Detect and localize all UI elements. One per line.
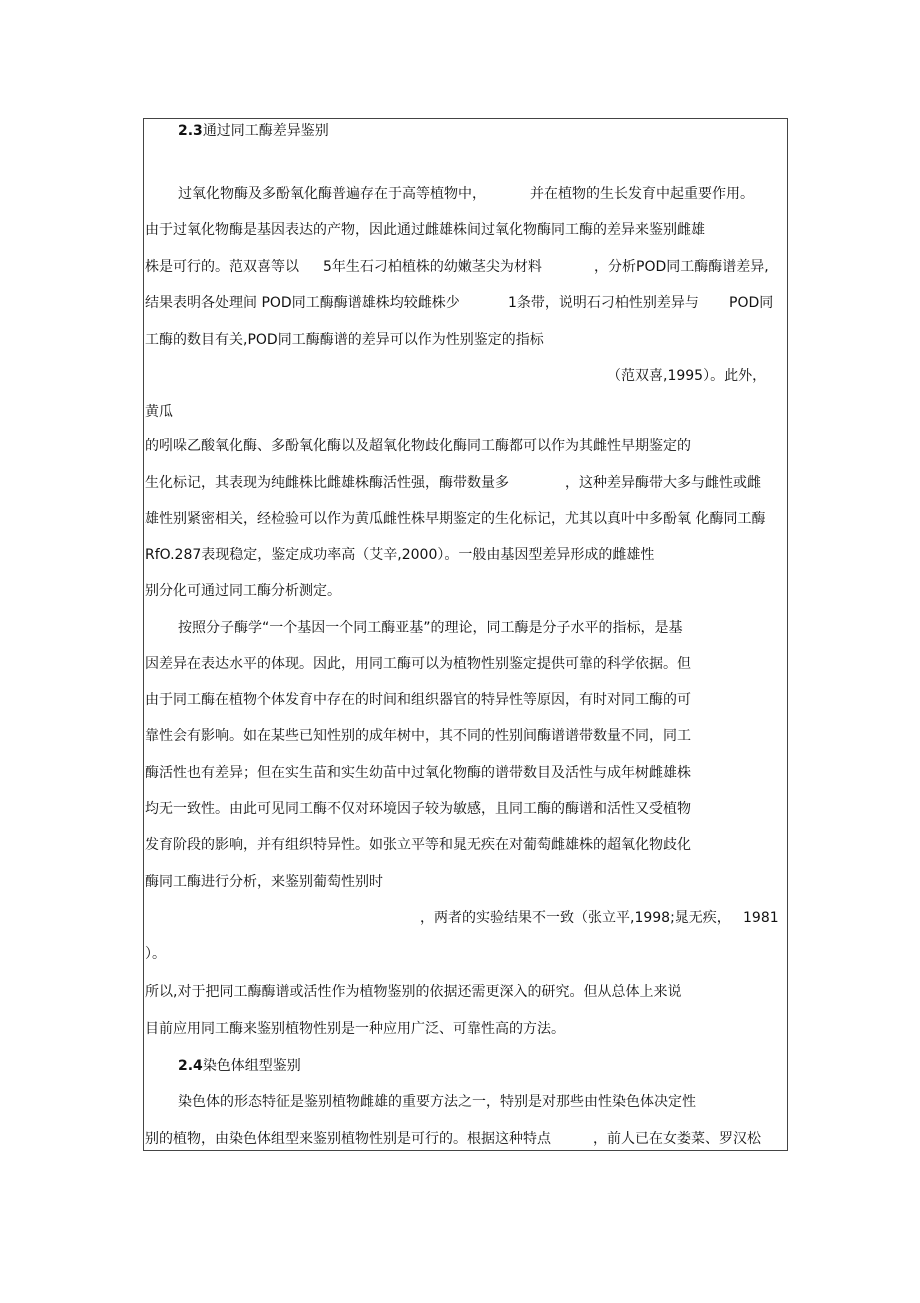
text-line: 由于过氧化物酶是基因表达的产物，因此通过雌雄株间过氧化物酶同工酶的差异来鉴别雌雄	[145, 222, 705, 238]
heading-number: 2.3	[178, 123, 203, 139]
text-line: 的吲哚乙酸氧化酶、多酚氧化酶以及超氧化物歧化酶同工酶都可以作为其雌性早期鉴定的	[145, 438, 691, 454]
text-line: 结果表明各处理间 POD同工酶酶谱雄株均较雌株少	[145, 295, 460, 311]
text-line: 酶同工酶进行分析，来鉴别葡萄性别时	[145, 874, 383, 890]
text-line: ，前人已在女娄菜、罗汉松	[593, 1131, 761, 1147]
text-line: 目前应用同工酶来鉴别植物性别是一种应用广泛、可靠性高的方法。	[145, 1021, 565, 1037]
text-line: 并在植物的生长发育中起重要作用。	[530, 186, 754, 202]
heading-title: 染色体组型鉴别	[202, 1058, 301, 1074]
section-heading-2-3	[178, 122, 329, 140]
text-line: 黄瓜	[145, 404, 173, 420]
text-line: ，这种差异酶带大多与雌性或雌	[565, 475, 761, 491]
text-line: 5年生石刁柏植株的幼嫩茎尖为材料	[323, 259, 542, 275]
text-line: 1条带，说明石刁柏性别差异与	[508, 295, 699, 311]
text-line: 别分化可通过同工酶分析测定。	[145, 583, 341, 599]
text-line: 雄性别紧密相关，经检验可以作为黄瓜雌性株早期鉴定的生化标记，尤其以真叶中多酚氧 化酶同工酶	[145, 511, 766, 527]
text-line: RfO.287表现稳定，鉴定成功率高（艾辛,2000）。一般由基因型差异形成的雌雄性	[145, 547, 655, 563]
text-line: 工酶的数目有关,POD同工酶酶谱的差异可以作为性别鉴定的指标	[145, 332, 544, 348]
text-line: 1981	[743, 910, 779, 926]
text-line: （范双喜,1995）。此外，	[607, 368, 767, 384]
text-line: 所以,对于把同工酶酶谱或活性作为植物鉴别的依据还需更深入的研究。但从总体上来说	[145, 984, 682, 1000]
text-line: ，两者的实验结果不一致（张立平,1998;晁无疾，	[420, 910, 731, 926]
text-line: ，分析POD同工酶酶谱差异,	[594, 259, 769, 275]
text-line: 因差异在表达水平的体现。因此，用同工酶可以为植物性别鉴定提供可靠的科学依据。但	[145, 656, 691, 672]
text-line: 发育阶段的影响，并有组织特异性。如张立平等和晁无疾在对葡萄雌雄株的超氧化物歧化	[145, 837, 691, 853]
heading-number: 2.4	[178, 1058, 203, 1074]
text-line: 靠性会有影响。如在某些已知性别的成年树中，其不同的性别间酶谱谱带数量不同，同工	[145, 728, 691, 744]
text-line: 染色体的形态特征是鉴别植物雌雄的重要方法之一，特别是对那些由性染色体决定性	[178, 1094, 696, 1110]
text-line: 过氧化物酶及多酚氧化酶普遍存在于高等植物中，	[178, 186, 486, 202]
text-line: 酶活性也有差异；但在实生苗和实生幼苗中过氧化物酶的谱带数目及活性与成年树雌雄株	[145, 765, 691, 781]
section-heading-2-4	[178, 1057, 301, 1075]
text-line: 按照分子酶学“一个基因一个同工酶亚基”的理论，同工酶是分子水平的指标，是基	[178, 620, 683, 636]
text-line: 别的植物，由染色体组型来鉴别植物性别是可行的。根据这种特点	[145, 1131, 551, 1147]
text-line: 由于同工酶在植物个体发育中存在的时间和组织器官的特异性等原因，有时对同工酶的可	[145, 692, 691, 708]
text-line: ）。	[145, 946, 166, 962]
text-line: 生化标记，其表现为纯雌株比雌雄株酶活性强，酶带数量多	[145, 475, 509, 491]
heading-title: 通过同工酶差异鉴别	[202, 123, 329, 139]
text-line: 均无一致性。由此可见同工酶不仅对环境因子较为敏感，且同工酶的酶谱和活性又受植物	[145, 801, 691, 817]
text-line: POD同	[729, 295, 774, 311]
text-line: 株是可行的。范双喜等以	[145, 259, 299, 275]
